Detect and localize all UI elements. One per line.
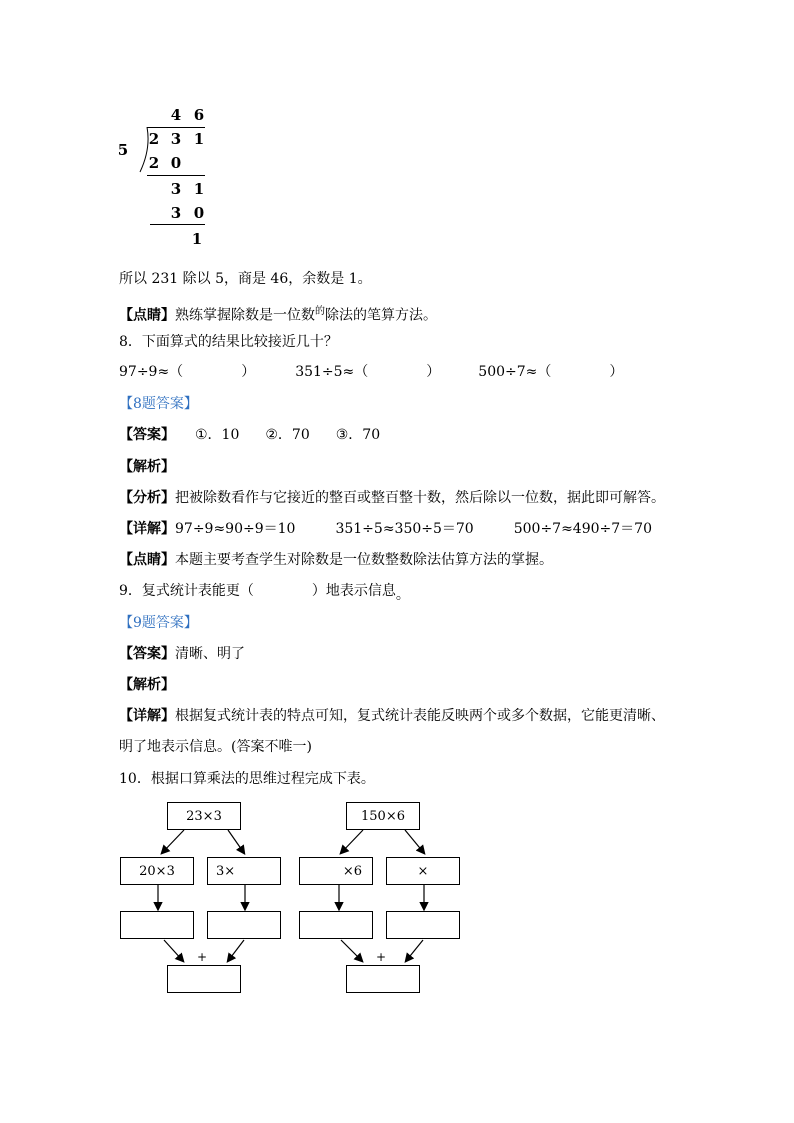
divisor: 5	[117, 141, 129, 159]
q9-analysis-header: 【解析】	[119, 677, 175, 693]
dividend-digit: 1	[193, 130, 205, 148]
right-result-box-1[interactable]	[299, 911, 373, 939]
left-result-box-1[interactable]	[120, 911, 194, 939]
q8-tip: 【点睛】本题主要考查学生对除数是一位数整数除法估算方法的掌握。	[119, 552, 553, 568]
q7-tip: 【点睛】熟练掌握除数是一位数$^的$除法的笔算方法。	[119, 306, 437, 324]
step2-digit: 3	[170, 204, 182, 222]
remainder-digit: 3	[170, 180, 182, 198]
step2-digit: 0	[193, 204, 205, 222]
right-plus: +	[376, 950, 387, 964]
q9-detail-line2: 明了地表示信息。(答案不唯一)	[119, 739, 312, 755]
final-remainder: 1	[191, 230, 203, 248]
quotient-digit: 6	[193, 106, 205, 124]
right-mid-left-box: ×6	[299, 857, 373, 885]
q9-answer: 【答案】清晰、明了	[119, 646, 245, 662]
dividend-digit: 2	[148, 130, 160, 148]
right-sum-box[interactable]	[346, 965, 420, 993]
left-sum-box[interactable]	[167, 965, 241, 993]
tip-tag: 【点睛】	[119, 307, 175, 324]
right-top-box: 150×6	[346, 802, 420, 830]
right-mid-right-box: ×	[386, 857, 460, 885]
step1-digit: 0	[170, 154, 182, 172]
q8-detail: 【详解】97÷9≈90÷9＝10 351÷5≈350÷5＝70 500÷7≈490÷7＝70	[119, 521, 652, 537]
left-mid-left-box: 20×3	[120, 857, 194, 885]
q8-answer: 【答案】 ①．10 ②．70 ③．70	[119, 427, 381, 443]
left-top-box: 23×3	[167, 802, 241, 830]
step1-digit: 2	[148, 154, 160, 172]
q9-answer-header: 【9题答案】	[119, 615, 198, 631]
q7-conclusion: 所以 231 除以 5，商是 46，余数是 1。	[119, 271, 372, 287]
q8-title: 8．下面算式的结果比较接近几十？	[119, 334, 338, 350]
q8-fenxi: 【分析】把被除数看作与它接近的整百或整百整十数，然后除以一位数，据此即可解答。	[119, 490, 665, 506]
remainder-digit: 1	[193, 180, 205, 198]
q8-analysis-header: 【解析】	[119, 459, 175, 475]
q9-title: 9．复式统计表能更（ ）地表示信息。	[119, 583, 410, 603]
left-mid-right-box: 3×	[207, 857, 281, 885]
q8-answer-header: 【8题答案】	[119, 396, 198, 412]
left-plus: +	[197, 950, 208, 964]
q8-expressions: 97÷9≈（ ） 351÷5≈（ ） 500÷7≈（ ）	[119, 364, 624, 380]
quotient-digit: 4	[170, 106, 182, 124]
right-result-box-2[interactable]	[386, 911, 460, 939]
dividend-digit: 3	[170, 130, 182, 148]
q10-title: 10．根据口算乘法的思维过程完成下表。	[119, 771, 375, 787]
q9-detail-line1: 【详解】根据复式统计表的特点可知，复式统计表能反映两个或多个数据，它能更清晰、	[119, 708, 665, 724]
left-result-box-2[interactable]	[207, 911, 281, 939]
